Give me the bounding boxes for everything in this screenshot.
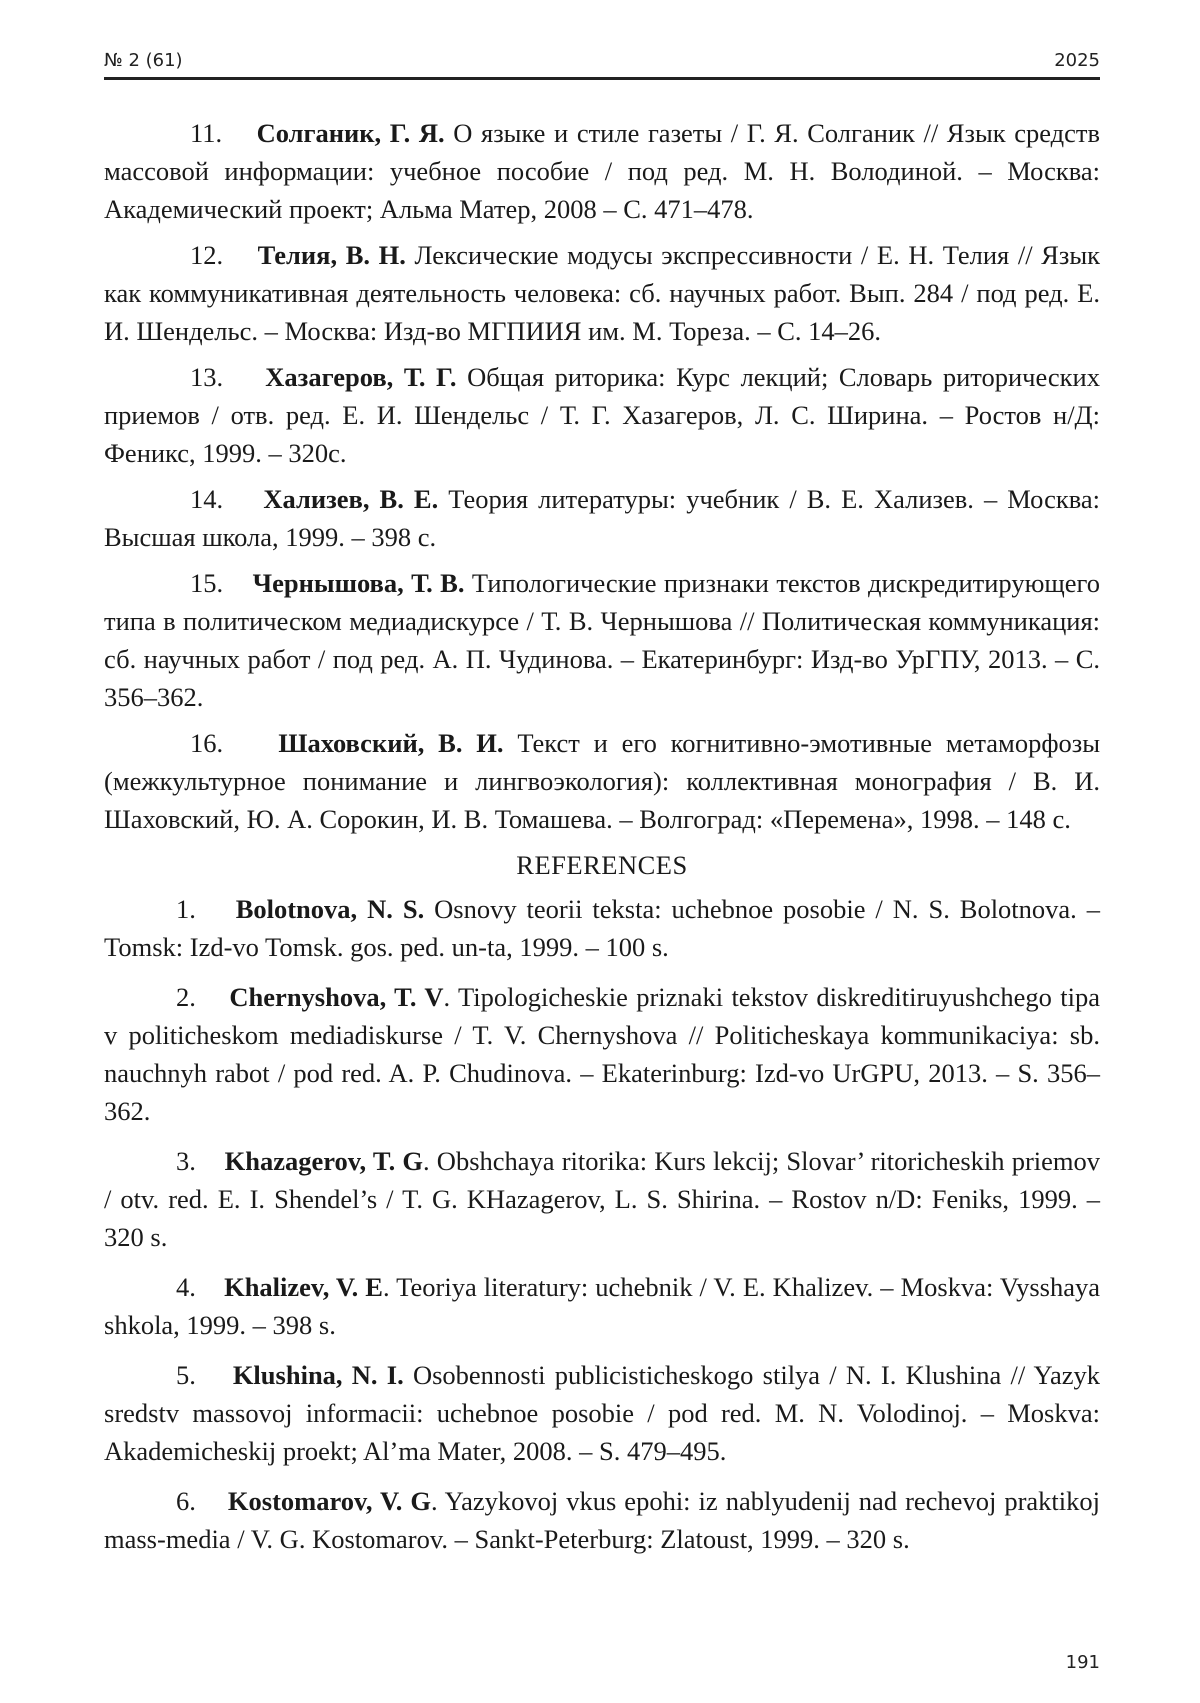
issue-year: 2025 [1054, 50, 1100, 71]
page-number: 191 [1065, 1652, 1100, 1673]
reference-number: 5. [176, 1360, 196, 1390]
bibliography-entry [104, 564, 1100, 716]
reference-text: . Teoriya literatury: uchebnik / V. E. Khalizev. – Moskva: Vysshaya shkola, 1999. – 398 s. [104, 1272, 1100, 1340]
reference-entry [104, 1142, 1100, 1256]
reference-number: 3. [176, 1146, 196, 1176]
reference-text: Osnovy teorii teksta: uchebnoe posobie / N. S. Bolotnova. – Tomsk: Izd-vo Tomsk. gos. ped. un-ta, 1999. – 100 s. [104, 894, 1101, 962]
reference-author: Khalizev, V. E [224, 1272, 383, 1302]
bibliography [104, 114, 1100, 1570]
reference-number: 2. [176, 982, 196, 1012]
reference-entry [104, 1268, 1100, 1344]
reference-author: Bolotnova, N. S. [235, 894, 425, 924]
reference-entry [104, 1356, 1100, 1470]
entry-text: Общая риторика: Курс лекций; Словарь риторических приемов / отв. ред. Е. И. Шендельс / Т. Г. Хазагеров, Л. С. Ширина. – Ростов н/Д: Феникс, 1999. – 320с. [104, 362, 1100, 468]
reference-number: 1. [176, 894, 196, 924]
reference-author: Chernyshova, T. V [229, 982, 444, 1012]
entry-text: Текст и его когнитивно-эмотивные метаморфозы (межкультурное понимание и лингвоэкология): коллективная монография / В. И. Шаховский, Ю. А. Сорокин, И. В. Томашева. – Волгоград: «Перемена», 1998. – 148 с. [104, 728, 1101, 834]
reference-author: Khazagerov, T. G [224, 1146, 423, 1176]
entry-text: О языке и стиле газеты / Г. Я. Солганик // Язык средств массовой информации: учебное пособие / под ред. М. Н. Володиной. – Москва: Академический проект; Альма Матер, 2008 – С. 471–478. [104, 118, 1100, 224]
entry-author: Шаховский, В. И. [278, 728, 504, 758]
reference-entry [104, 1482, 1100, 1558]
bibliography-entry [104, 358, 1100, 472]
header-divider [104, 77, 1100, 80]
reference-number: 4. [176, 1272, 196, 1302]
entry-number: 13. [190, 362, 224, 392]
entry-number: 12. [190, 240, 224, 270]
entry-text: Лексические модусы экспрессивности / Е. Н. Телия // Язык как коммуникативная деятельность человека: сб. научных работ. Вып. 284 / под ред. Е. И. Шендельс. – Москва: Изд-во МГПИИЯ им. М. Тореза. – С. 14–26. [104, 240, 1100, 346]
entry-text: Типологические признаки текстов дискредитирующего типа в политическом медиадискурсе / Т. В. Чернышова // Политическая коммуникация: сб. научных работ / под ред. А. П. Чудинова. – Екатеринбург: Изд-во УрГПУ, 2013. – С. 356–362. [104, 568, 1101, 712]
entry-author: Солганик, Г. Я. [256, 118, 445, 148]
entry-author: Хазагеров, Т. Г. [265, 362, 457, 392]
entry-number: 11. [190, 118, 223, 148]
entry-author: Телия, В. Н. [257, 240, 406, 270]
bibliography-entry [104, 480, 1100, 556]
reference-text: . Obshchaya ritorika: Kurs lekcij; Slovar’ ritoricheskih priemov / otv. red. E. I. Shendel’s / T. G. KHazagerov, L. S. Shirina. – Rostov n/D: Feniks, 1999. – 320 s. [104, 1146, 1101, 1252]
bibliography-entry [104, 724, 1100, 838]
references-heading: REFERENCES [516, 850, 688, 880]
reference-text: Osobennosti publicisticheskogo stilya / N. I. Klushina // Yazyk sredstv massovoj informacii: uchebnoe posobie / pod red. M. N. Volodinoj. – Moskva: Akademicheskij proekt; Al’ma Mater, 2008. – S. 479–495. [104, 1360, 1100, 1466]
entry-number: 15. [190, 568, 224, 598]
entry-text: Теория литературы: учебник / В. Е. Хализев. – Москва: Высшая школа, 1999. – 398 с. [104, 484, 1100, 552]
entry-author: Хализев, В. Е. [263, 484, 439, 514]
entry-number: 14. [190, 484, 224, 514]
issue-number: № 2 (61) [104, 50, 183, 71]
entry-author: Чернышова, Т. В. [252, 568, 465, 598]
references-list [104, 890, 1100, 1558]
bibliography-entry [104, 114, 1100, 228]
reference-text: . Yazykovoj vkus epohi: iz nablyudenij nad rechevoj praktikoj mass-media / V. G. Kostomarov. – Sankt-Peterburg: Zlatoust, 1999. – 320 s. [104, 1486, 1100, 1554]
bibliography-entry [104, 236, 1100, 350]
reference-text: . Tipologicheskie priznaki tekstov diskreditiruyushchego tipa v politicheskom mediadiskurse / T. V. Chernyshova // Politicheskaya kommunikaciya: sb. nauchnyh rabot / pod red. A. P. Chudinova. – Ekaterinburg: Izd-vo UrGPU, 2013. – S. 356–362. [104, 982, 1101, 1126]
reference-entry [104, 890, 1100, 966]
entry-number: 16. [190, 728, 224, 758]
running-header [104, 48, 1100, 80]
reference-author: Klushina, N. I. [232, 1360, 404, 1390]
reference-author: Kostomarov, V. G [227, 1486, 431, 1516]
reference-number: 6. [176, 1486, 196, 1516]
reference-entry [104, 978, 1100, 1130]
